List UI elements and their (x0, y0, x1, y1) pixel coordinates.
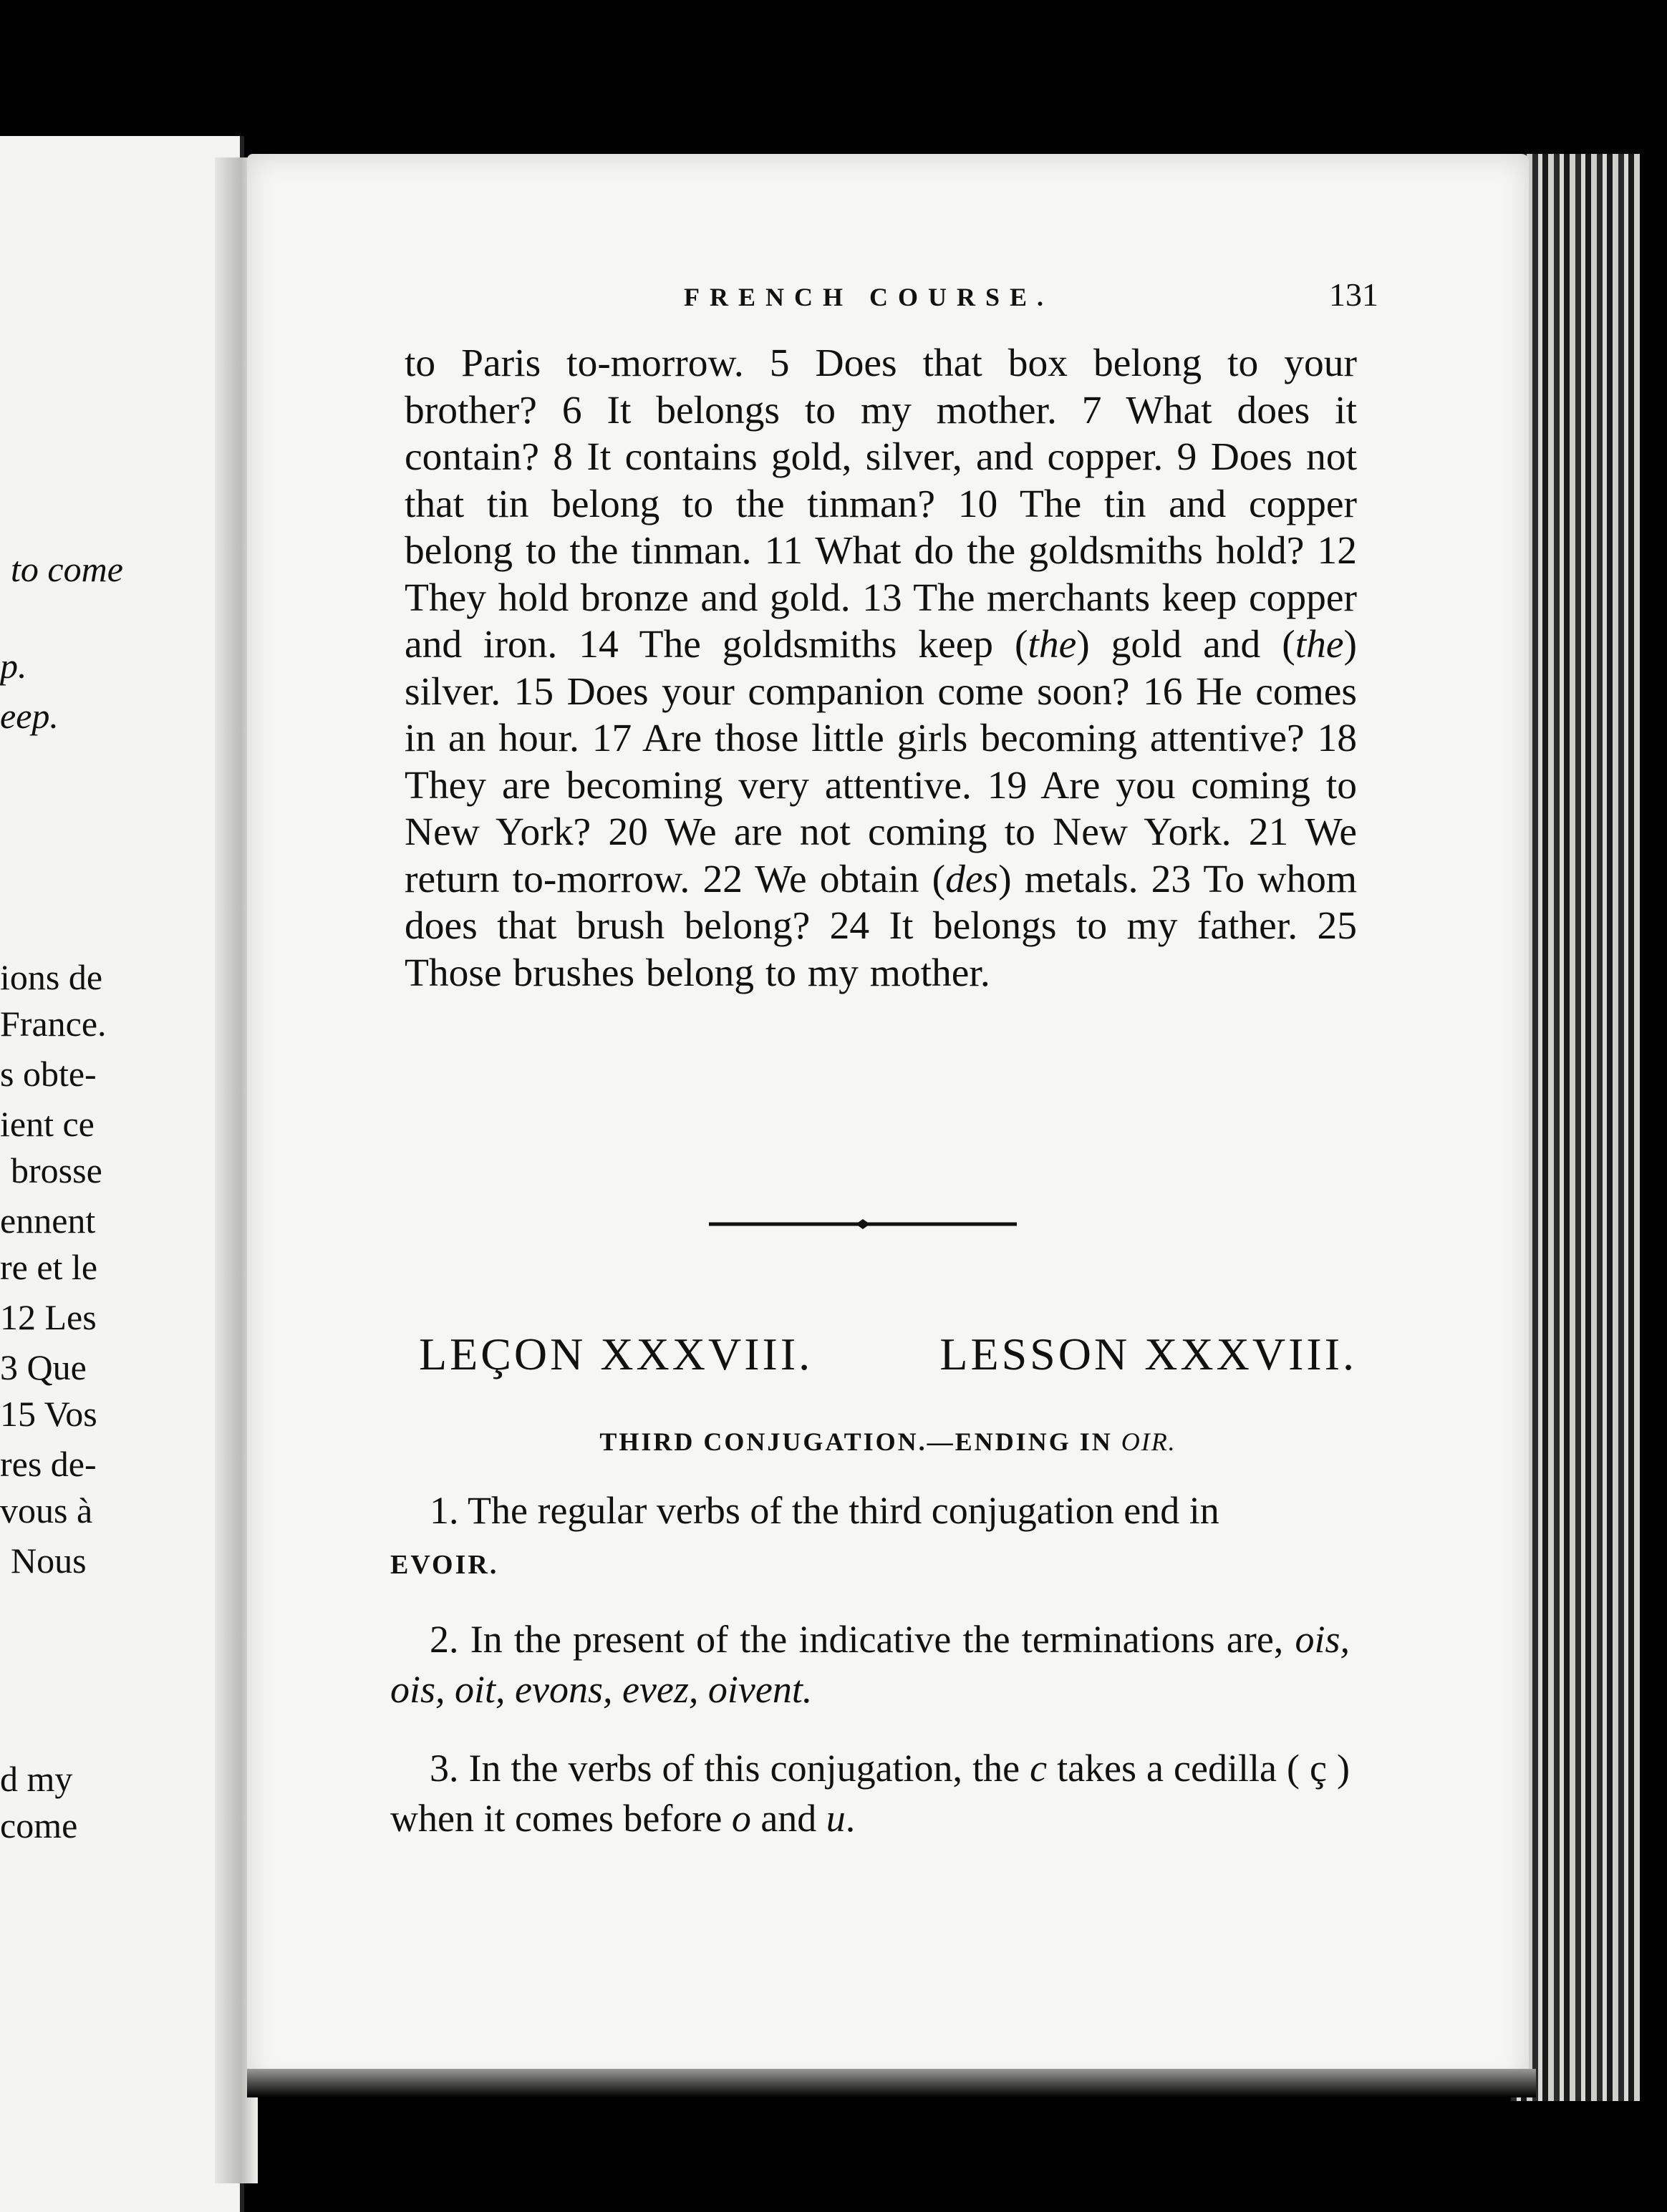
previous-page-line: re et le (0, 1247, 98, 1287)
previous-page-line: Nous (11, 1541, 87, 1581)
previous-page-line: p. (0, 646, 27, 686)
rule-3 (390, 1743, 1350, 1843)
rule-2 (390, 1614, 1350, 1714)
previous-page-line: 3 Que (0, 1347, 87, 1387)
lesson-heading (419, 1328, 1357, 1381)
lesson-title-french: LEÇON XXXVIII. (419, 1329, 813, 1379)
exercise-italic-word: des (945, 857, 999, 901)
previous-page-line: vous à (0, 1490, 93, 1531)
section-divider-ornament (709, 1213, 1017, 1235)
rule-3-letter-c: c (1030, 1747, 1048, 1790)
exercise-text-segment: ) gold and ( (1076, 623, 1295, 666)
rule-3-text: 3. In the verbs of this conjugation, the (430, 1747, 1030, 1790)
exercise-text-segment: ) silver. 15 Does your companion come soon? 16 He comes in an hour. 17 Are those little girls becoming attentive? 18 They are becoming very attentive. 19 Are you coming to New York? 20 We are not coming to New York. 21 We return to-morrow. 22 We obtain ( (405, 623, 1357, 901)
previous-page-line: 15 Vos (0, 1394, 97, 1434)
previous-page-line: France. (0, 1004, 107, 1044)
subtitle-italic: OIR. (1121, 1427, 1176, 1456)
rule-1-term: EVOIR. (390, 1550, 499, 1580)
previous-page-line: to come (11, 549, 123, 589)
exercise-text-segment: ) metals. 23 To whom does that brush belong? 24 It belongs to my father. 25 Those brushes belong to my mother. (405, 857, 1357, 995)
rule-3-text: . (845, 1797, 856, 1840)
previous-page-line: res de- (0, 1444, 97, 1484)
exercise-text-segment: to Paris to-morrow. 5 Does that box belong to your brother? 6 It belongs to my mother. 7 What does it contain? 8 It contains gold, silver, and copper. 9 Does not that tin belong to the tinman? 10 The tin and copper belong to the tinman. 11 What do the goldsmiths hold? 12 They hold bronze and gold. 13 The merchants keep copper and iron. 14 The goldsmiths keep ( (405, 341, 1357, 666)
exercise-translation-text (405, 340, 1357, 996)
rule-3-letter-o: o (731, 1797, 751, 1840)
previous-page-line: 12 Les (0, 1297, 97, 1337)
lesson-title-english: LESSON XXXVIII. (939, 1329, 1357, 1379)
previous-page-line: s obte- (0, 1054, 97, 1094)
page-131 (247, 154, 1529, 2087)
page-header (684, 276, 1378, 314)
page-number: 131 (1329, 276, 1378, 313)
book-fore-edge (1511, 154, 1640, 2101)
rule-3-text: and (750, 1797, 826, 1840)
previous-page-line: eep. (0, 696, 59, 736)
rule-2-text: 2. In the present of the indicative the terminations are, (430, 1618, 1295, 1661)
running-head: FRENCH COURSE. (684, 283, 1054, 311)
page-bottom-shadow (247, 2069, 1536, 2097)
subtitle-text: THIRD CONJUGATION.—ENDING IN (599, 1427, 1121, 1456)
exercise-italic-word: the (1028, 623, 1077, 666)
rule-1 (390, 1485, 1350, 1590)
rule-3-text: takes a cedilla ( ç ) when it comes before (390, 1747, 1350, 1840)
rule-3-letter-u: u (826, 1797, 846, 1840)
previous-page-line: come (0, 1805, 78, 1845)
rule-1-text: 1. The regular verbs of the third conjugation end in (430, 1489, 1219, 1532)
previous-page-line: ient ce (0, 1104, 95, 1144)
previous-page-line: d my (0, 1759, 73, 1799)
previous-page-line: ennent (0, 1200, 96, 1241)
previous-page-line: ions de (0, 957, 103, 997)
previous-page-line: brosse (11, 1150, 102, 1190)
exercise-italic-word: the (1295, 623, 1344, 666)
lesson-subtitle (419, 1427, 1357, 1457)
rule-2-endings: ois, ois, oit, evons, evez, oivent. (390, 1618, 1350, 1711)
